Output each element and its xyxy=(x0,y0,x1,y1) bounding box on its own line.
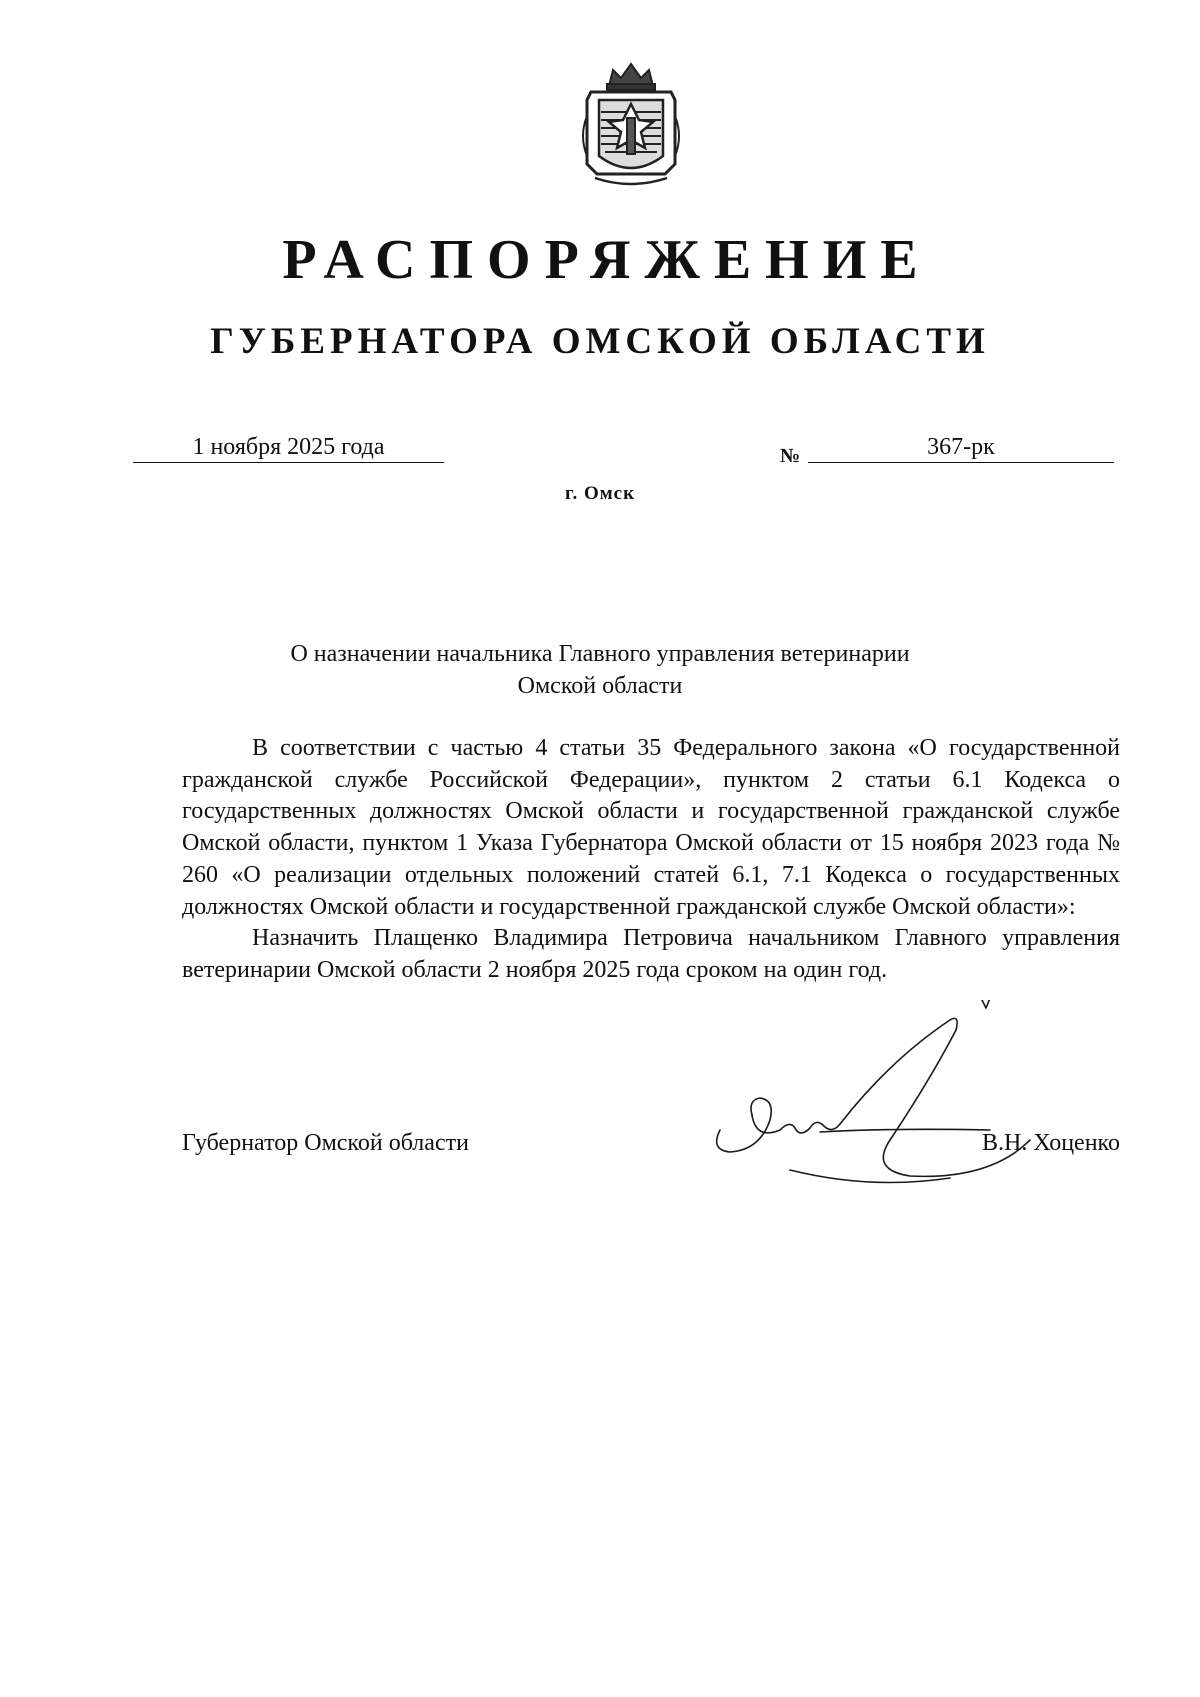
body-paragraph-1: В соответствии с частью 4 статьи 35 Федерального закона «О государственной гражданской службе Российской Федерации», пунктом 2 статьи 6.1 Кодекса о государственных должностях Омской области и государственной гражданской службе Омской области, пунктом 1 Указа Губернатора Омской области от 15 ноября 2023 года № 260 «О реализации отдельных положений статей 6.1, 7.1 Кодекса о государственных должностях Омской области и государственной гражданской службе Омской области»: xyxy=(182,735,1120,920)
handwritten-signature xyxy=(690,1000,1050,1200)
subject-line-1: О назначении начальника Главного управления ветеринарии xyxy=(290,641,910,667)
subject-line-2: Омской области xyxy=(517,673,683,699)
document-city: г. Омск xyxy=(564,483,636,504)
document-body xyxy=(182,733,1120,987)
body-paragraph-2: Назначить Плащенко Владимира Петровича начальником Главного управления ветеринарии Омской области 2 ноября 2025 года сроком на один год. xyxy=(182,925,1120,983)
document-subject xyxy=(180,638,1020,702)
number-sign: № xyxy=(780,445,801,467)
document-number: 367-рк xyxy=(808,432,1114,463)
signer-name: В.Н. Хоценко xyxy=(982,1130,1120,1156)
document-date: 1 ноября 2025 года xyxy=(133,432,444,463)
document-title: РАСПОРЯЖЕНИЕ xyxy=(282,229,932,291)
signer-position: Губернатор Омской области xyxy=(182,1130,469,1156)
document-subtitle: ГУБЕРНАТОРА ОМСКОЙ ОБЛАСТИ xyxy=(210,321,990,362)
coat-of-arms-icon xyxy=(561,56,701,196)
